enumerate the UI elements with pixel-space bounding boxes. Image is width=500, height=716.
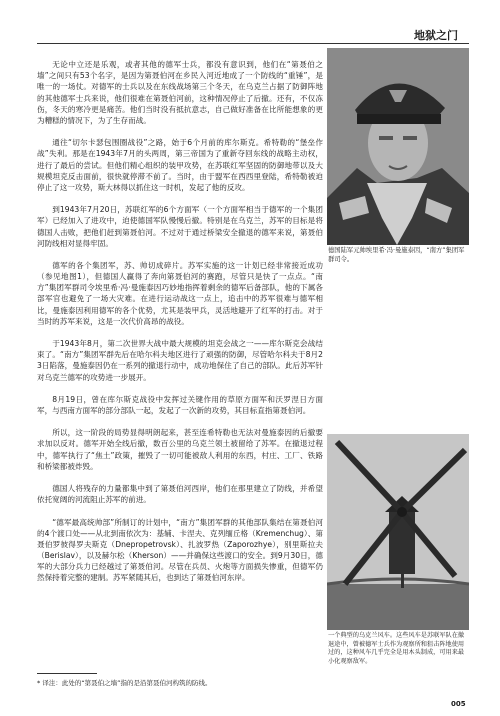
header-rule bbox=[37, 43, 469, 44]
paragraph: 8月19日，曾在库尔斯克战役中发挥过关键作用的草原方面军和沃罗涅日方面军，与西南方面军的部分部队一起，发起了一次新的攻势，其目标直指第聂伯河。 bbox=[37, 394, 323, 415]
paragraph: 无论中立还是乐观，或者其他的德军士兵，都没有意识到，他们在“第聂伯之墙”之间只有53个名字，是因为第聂伯河在乡民入河近地成了一个防线的“重锤”，是唯一的一场仗。对德军的士兵以及在东线战场第三个冬天，在乌克兰占据了防御阵地的其他德军士兵来说，他们很难在第聂伯河前，这种情况停止了后撤。还有，不仅冻伤，冬天的寒冷更是痛苦。他们当时没有抵抗意志，自己做好准备在比所能想象的更为糟糕的情况下，为了生存而战。 bbox=[37, 60, 323, 125]
paragraph: 到1943年7月20日，苏联红军的6个方面军（一个方面军相当于德军的一个集团军）已经加入了进攻中，迫使德国军队慢慢后撤。特别是在乌克兰，苏军的目标是将德国人击败，把他们赶到第聂伯河。不过对于通过桥梁安全撤退的德军来说，第聂伯河防线相对显得牢固。 bbox=[37, 205, 323, 248]
paragraph: 于1943年8月，第二次世界大战中最大规模的坦克会战之一——库尔斯克会战结束了。“南方”集团军群先后在哈尔科夫地区进行了顽强的防御，尽管哈尔科夫于8月23日陷落，曼施泰因仍在一系列的撤退行动中，成功地保住了自己的部队。此后苏军针对乌克兰德军的攻势进一步展开。 bbox=[37, 339, 323, 382]
footnote: * 译注：此处的“第聂伯之墙”指的是沿第聂伯河构筑的防线。 bbox=[37, 679, 212, 687]
paragraph: 通往“切尔卡瑟包围圈战役”之路，始于6个月前的库尔斯克。希特勒的“堡垒作战”失利。那是在1943年7月的头两周，第三帝国为了重新夺回东线的战略主动权，进行了最后的尝试。但他们精心组织的装甲攻势，在苏联红军坚固的防御地带以及大规模坦克反击面前，很快就停滞不前了。当时，由于盟军在西西里登陆，希特勒被迫停止了这一攻势，斯大林得以抓住这一时机，发起了他的反攻。 bbox=[37, 138, 323, 192]
windmill-caption: 一个典型的乌克兰风车。这些风车是苏联军队在撤退途中，曾被德军士兵作为观察所和狙击阵地使用过的，这种风车几乎完全是用木头制成，可用来最小化观察敌军。 bbox=[328, 632, 465, 665]
paragraph: 德军的各个集团军，苏、帅切成碎片。苏军实施的这一计划已经非常接近成功（参见地图1），但德国人赢得了奔向第聂伯河的赛跑，尽管只是快了一点点。“南方”集团军群司令埃里希·冯·曼施泰因巧妙地指挥着剩余的德军后备部队，他的下属各部军官也避免了一场大灾难。在进行运动战这一点上，追击中的苏军很难与德军相比，曼施泰因利用德军的各个优势，尤其是装甲兵，灵活地避开了红军的打击。对于当时的苏军来说，这是一次代价高昂的战役。 bbox=[37, 260, 323, 326]
portrait-caption: 德国陆军元帅埃里希·冯·曼施泰因，“南方”集团军群司令。 bbox=[328, 247, 465, 263]
paragraph: “德军最高统帅部”所制订的计划中，“南方”集团军群的其他部队集结在第聂伯河的4个渡口处——从北到南依次为：基辅、卡涅夫、克列缅丘格（Kremenchug）、第聂伯罗彼得罗夫斯克（Dnepropetrovsk）、扎波罗热（Zaporozhye），别里斯拉夫（Berislav），以及赫尔松（Kherson）——并确保这些渡口的安全。到9月30日，德军的大部分兵力已经越过了第聂伯河。尽管在兵员、火炮等方面损失惨重，但德军仍然保持着完整的建制。苏军紧随其后，也到达了第聂伯河东岸。 bbox=[37, 517, 323, 583]
header-title: 地狱之门 bbox=[414, 29, 458, 42]
footnote-rule bbox=[37, 673, 97, 674]
windmill-photo bbox=[327, 434, 469, 630]
page-number: 005 bbox=[451, 700, 466, 708]
paragraph: 德国人将残存的力量都集中到了第聂伯河西岸，他们在那里建立了防线，并希望依托宽阔的河流阻止苏军的前进。 bbox=[37, 484, 323, 505]
portrait-photo bbox=[327, 48, 469, 245]
body-text bbox=[37, 48, 323, 595]
paragraph: 所以，这一阶段的局势显得明朗起来，甚至连希特勒也无法对曼施泰因的后撤要求加以反对。德军开始全线后撤，数百公里的乌克兰领土被留给了苏军。在撤退过程中，德军执行了“焦土”政策，摧毁了一切可能被敌人利用的东西，村庄、工厂、铁路和桥梁都被炸毁。 bbox=[37, 428, 323, 471]
